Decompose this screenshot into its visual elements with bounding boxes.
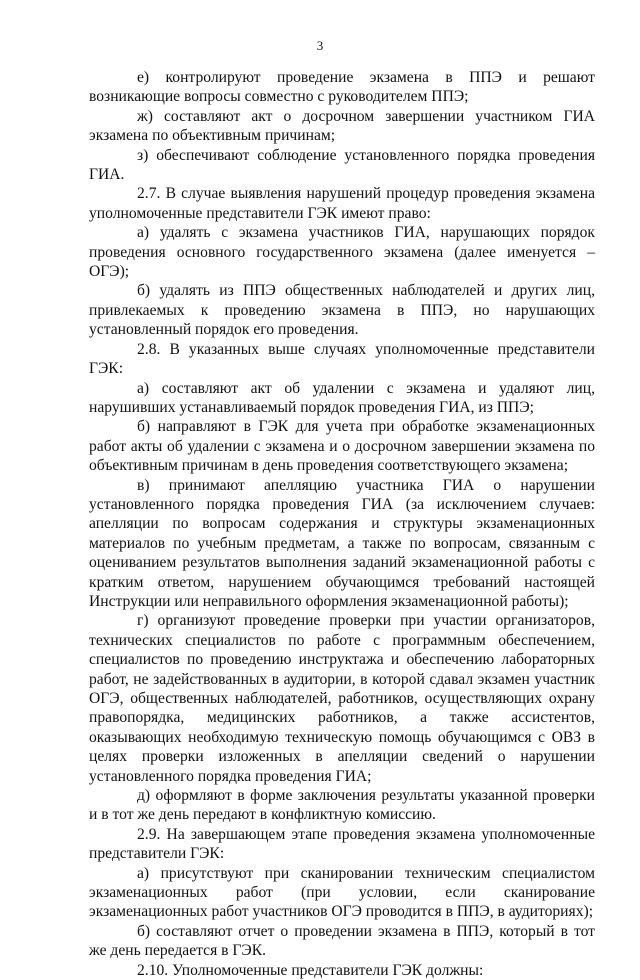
paragraph-3: з) обеспечивают соблюдение установленного порядка проведения ГИА. <box>89 146 595 184</box>
paragraph-2: ж) составляют акт о досрочном завершении участником ГИА экзамена по объективным причинам; <box>89 107 595 145</box>
paragraph-11: г) организуют проведение проверки при участии организаторов, технических специалистов по работе с программным обеспечением, специалистов по проведению инструктажа и обеспечению лабораторных работ, не задействованных в аудитории, в которой сдавал экзамен участник ОГЭ, общественных наблюдателей, работников, осуществляющих охрану правопорядка, медицинских работников, а также ассистентов, оказывающих необходимую техническую помощь обучающимся с ОВЗ в целях проверки изложенных в апелляции сведений о нарушении установленного порядка проведения ГИА; <box>89 612 595 785</box>
paragraph-8: а) составляют акт об удалении с экзамена и удаляют лиц, нарушивших устанавливаемый порядок проведения ГИА, из ППЭ; <box>89 379 595 416</box>
paragraph-4: 2.7. В случае выявления нарушений процедур проведения экзамена уполномоченные представители ГЭК имеют право: <box>89 185 595 222</box>
paragraph-10: в) принимают апелляцию участника ГИА о нарушении установленного порядка проведения ГИА (за исключением случаев: апелляции по вопросам содержания и структуры экзаменационных материалов по учебным предметам, а также по вопросам, связанным с оцениванием результатов выполнения заданий экзаменационной работы с кратким ответом, нарушением обучающимся требований настоящей Инструкции или неправильного оформления экзаменационной работы); <box>89 476 595 610</box>
paragraph-16: 2.10. Уполномоченные представители ГЭК должны: <box>137 961 484 979</box>
paragraph-15: б) составляют отчет о проведении экзамена в ППЭ, который в тот же день передается в ГЭК. <box>89 922 595 960</box>
paragraph-9: б) направляют в ГЭК для учета при обработке экзаменационных работ акты об удалении с экзамена и о досрочном завершении экзамена по объективным причинам в день проведения соответствующего экзамена; <box>89 418 595 475</box>
paragraph-5: а) удалять с экзамена участников ГИА, нарушающих порядок проведения основного государственного экзамена (далее именуется – ОГЭ); <box>89 224 595 281</box>
page-number: 3 <box>316 38 324 53</box>
paragraph-12: д) оформляют в форме заключения результаты указанной проверки и в тот же день передают в конфликтную комиссию. <box>89 787 595 824</box>
paragraph-7: 2.8. В указанных выше случаях уполномоченные представители ГЭК: <box>89 340 595 378</box>
paragraph-1: е) контролируют проведение экзамена в ППЭ и решают возникающие вопросы совместно с руководителем ППЭ; <box>89 69 595 106</box>
paragraph-6: б) удалять из ППЭ общественных наблюдателей и других лиц, привлекаемых к проведению экзамена в ППЭ, но нарушающих установленный порядок его проведения. <box>89 282 595 339</box>
document-body <box>89 68 595 980</box>
paragraph-14: а) присутствуют при сканировании техническим специалистом экзаменационных работ (при условии, если сканирование экзаменационных работ участников ОГЭ проводится в ППЭ, в аудиториях); <box>89 864 595 921</box>
paragraph-13: 2.9. На завершающем этапе проведения экзамена уполномоченные представители ГЭК: <box>89 825 595 863</box>
